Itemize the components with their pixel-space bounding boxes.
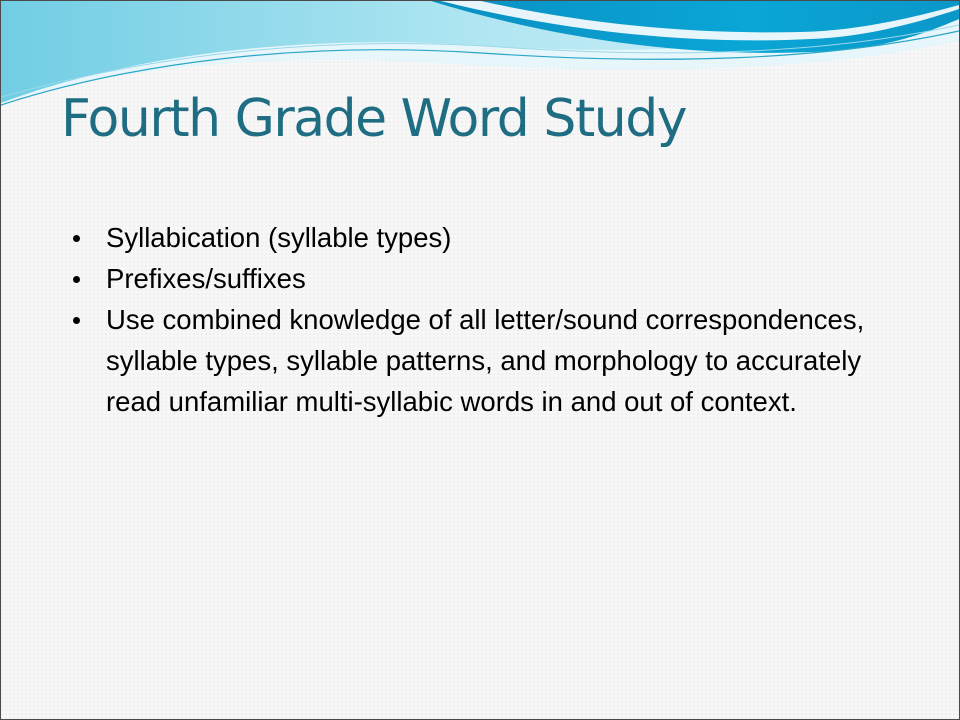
bullet-item [73, 299, 903, 422]
bullet-dot-icon [73, 235, 80, 242]
bullet-item [73, 217, 903, 258]
slide-title: Fourth Grade Word Study [61, 89, 686, 149]
bullet-dot-icon [73, 317, 80, 324]
bullet-list [73, 217, 903, 422]
bullet-item [73, 258, 903, 299]
bullet-text: Syllabication (syllable types) [106, 222, 452, 253]
bullet-text: Use combined knowledge of all letter/sound correspondences, syllable types, syllable patterns, and morphology to accurately read unfamiliar multi-syllabic words in and out of context. [106, 304, 865, 417]
bullet-dot-icon [73, 276, 80, 283]
bullet-text: Prefixes/suffixes [106, 263, 306, 294]
